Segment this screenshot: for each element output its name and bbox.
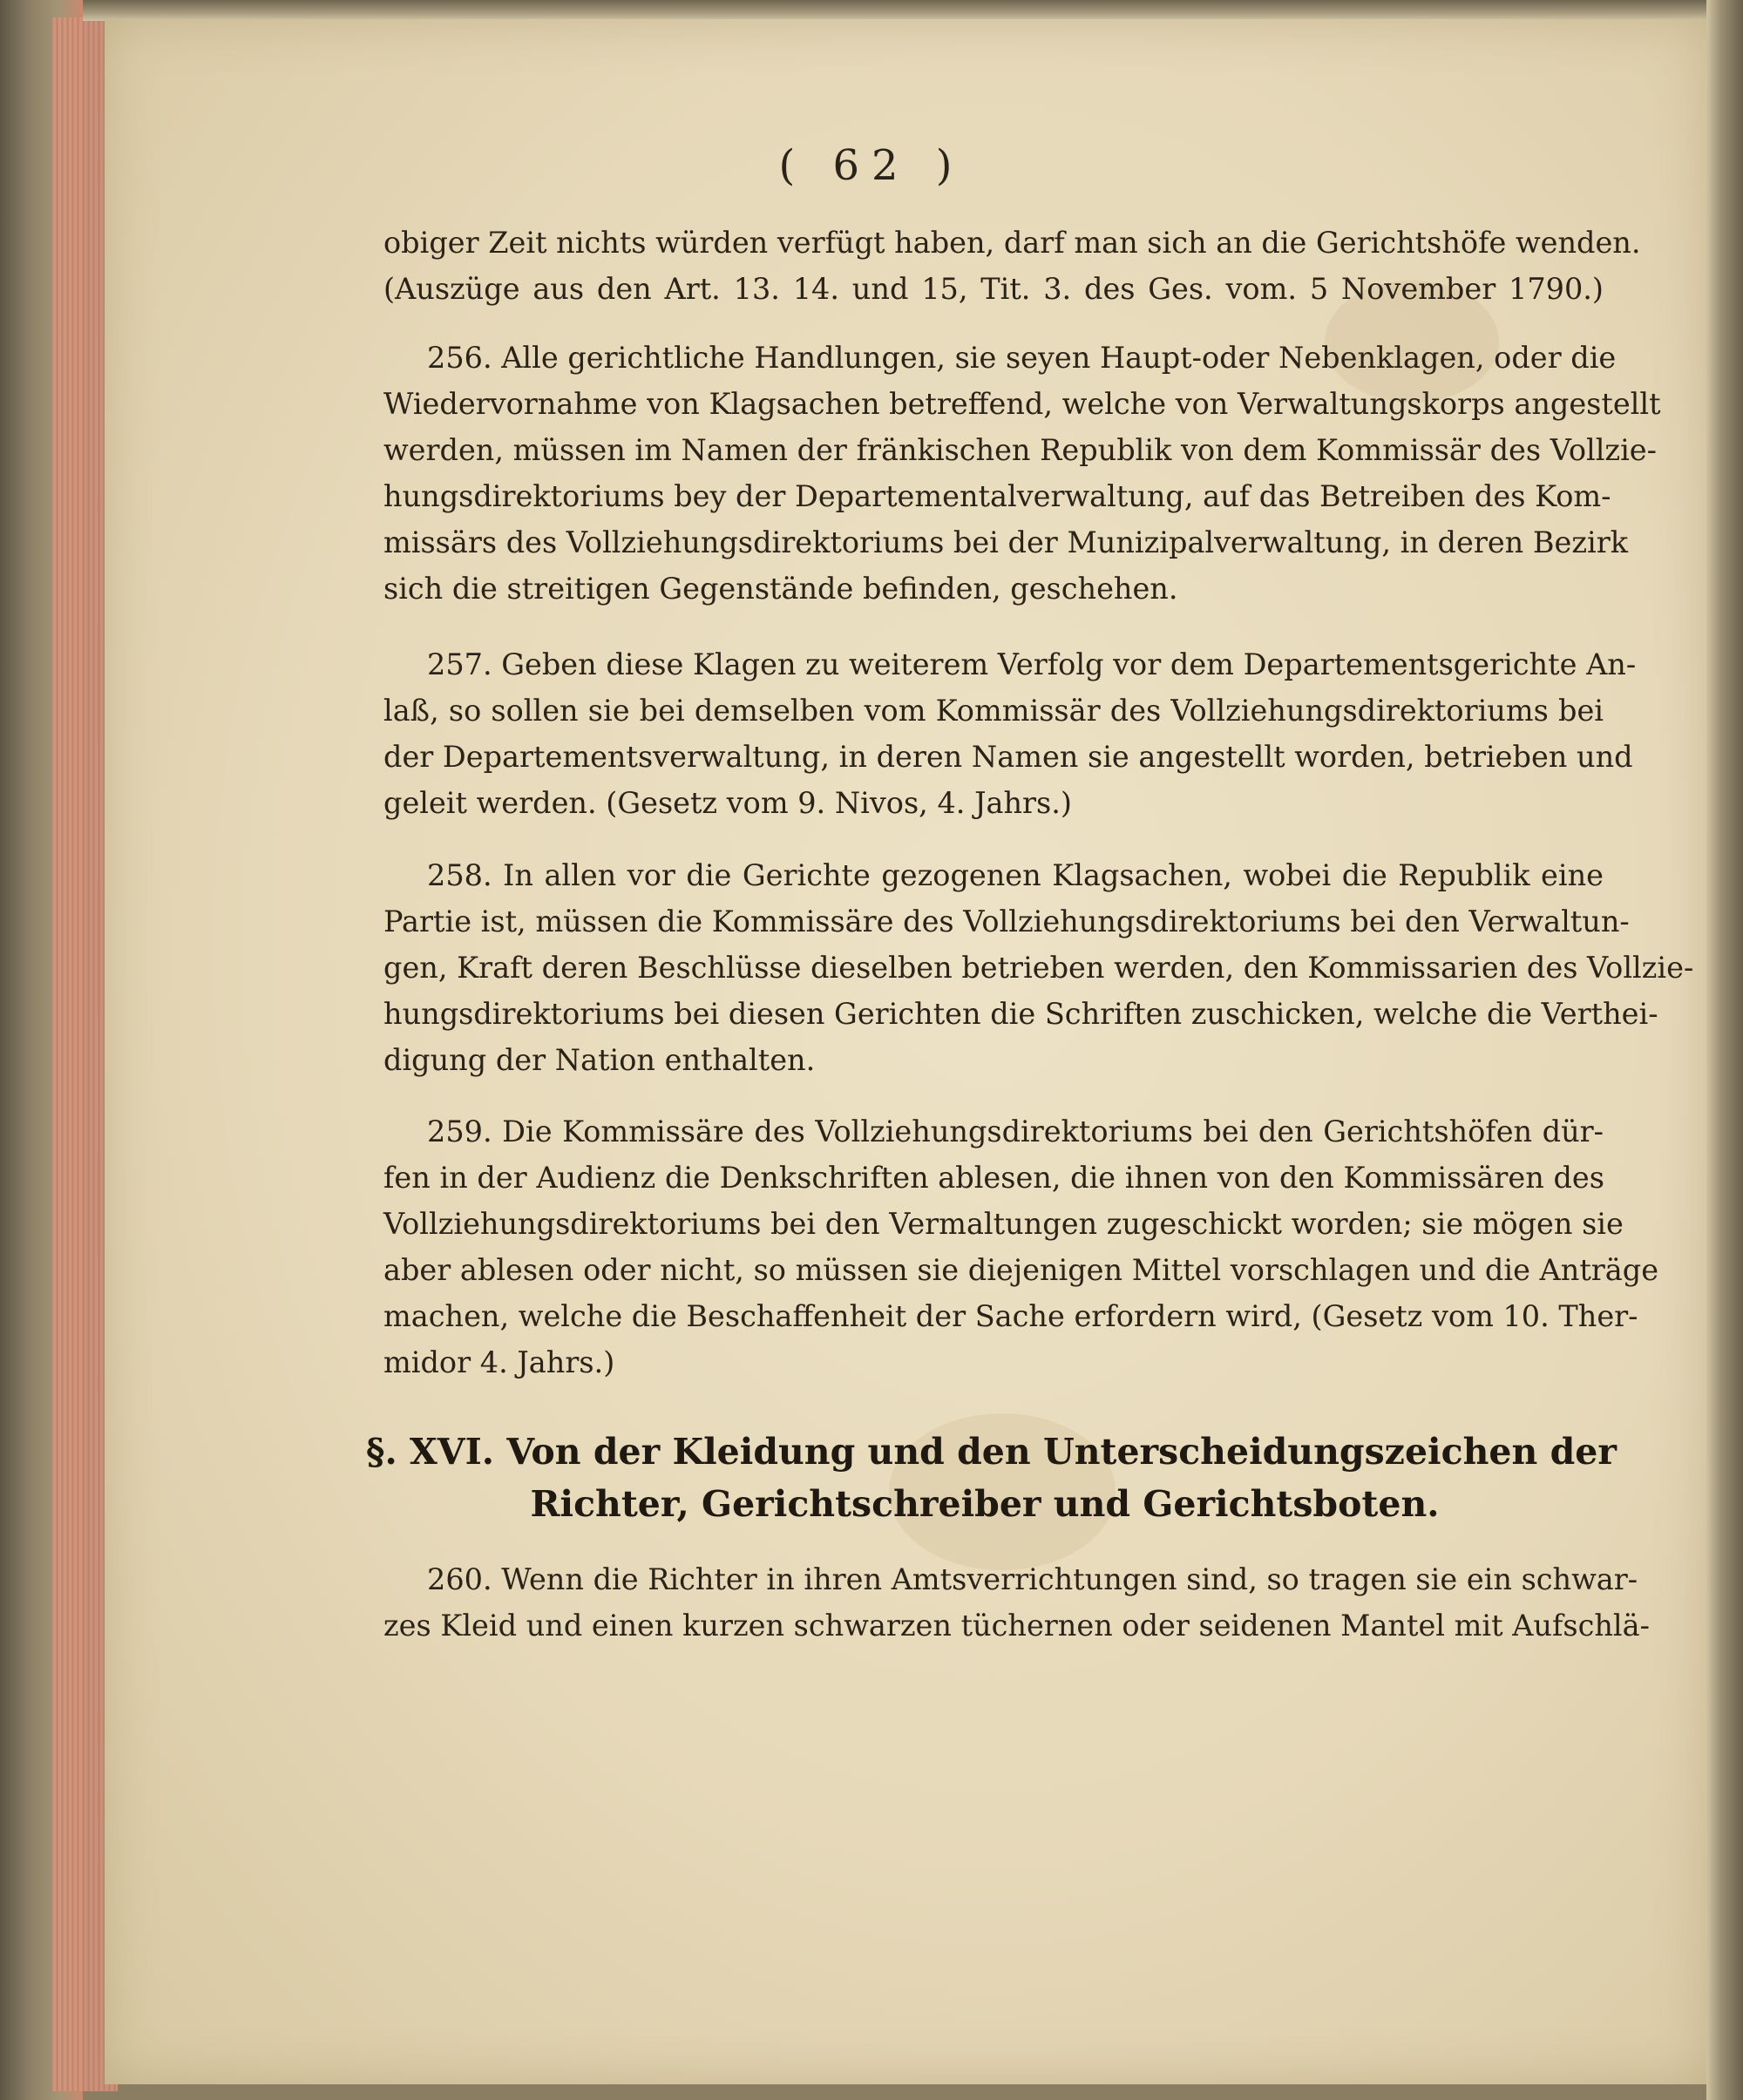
heading-line: Richter, Gerichtschreiber und Gerichtsboten. xyxy=(530,1483,1440,1525)
text-line: aber ablesen oder nicht, so müssen sie diejenigen Mittel vorschlagen und die Anträge xyxy=(383,1253,1659,1287)
text-line: Partie ist, müssen die Kommissäre des Vollziehungsdirektoriums bei den Verwaltun- xyxy=(383,904,1630,938)
paragraph-258 xyxy=(383,852,1694,1083)
text-line: digung der Nation enthalten. xyxy=(383,1043,816,1077)
text-line: gen, Kraft deren Beschlüsse dieselben betrieben werden, den Kommissarien des Vollzie- xyxy=(383,951,1694,985)
text-line: laß, so sollen sie bei demselben vom Kommissär des Vollziehungsdirektoriums bei xyxy=(383,694,1604,728)
text-line: 260. Wenn die Richter in ihren Amtsverrichtungen sind, so tragen sie ein schwar- xyxy=(427,1562,1638,1596)
paragraph-257 xyxy=(383,641,1637,826)
text-line: 257. Geben diese Klagen zu weiterem Verfolg vor dem Departementsgerichte An- xyxy=(427,647,1637,681)
text-line: (Auszüge aus den Art. 13. 14. und 15, Tit. 3. des Ges. vom. 5 November 1790.) xyxy=(383,272,1604,306)
text-line: zes Kleid und einen kurzen schwarzen tüchernen oder seidenen Mantel mit Aufschlä- xyxy=(383,1609,1650,1643)
text-line: hungsdirektoriums bey der Departementalverwaltung, auf das Betreiben des Kom- xyxy=(383,479,1611,513)
book-right-edge xyxy=(1706,0,1743,2100)
text-line: midor 4. Jahrs.) xyxy=(383,1345,615,1379)
heading-line: §. XVI. Von der Kleidung und den Unterscheidungszeichen der xyxy=(366,1431,1617,1473)
text-line: 256. Alle gerichtliche Handlungen, sie seyen Haupt-oder Nebenklagen, oder die xyxy=(427,341,1617,375)
text-line: fen in der Audienz die Denkschriften ablesen, die ihnen von den Kommissären des xyxy=(383,1161,1604,1195)
text-line: obiger Zeit nichts würden verfügt haben, darf man sich an die Gerichtshöfe wenden. xyxy=(383,226,1641,260)
book-top-edge xyxy=(83,0,1743,21)
text-line: machen, welche die Beschaffenheit der Sache erfordern wird, (Gesetz vom 10. Ther- xyxy=(383,1299,1638,1333)
paragraph-260 xyxy=(383,1556,1650,1649)
paragraph-256 xyxy=(383,335,1661,612)
paragraph-continuation xyxy=(383,220,1641,312)
page-number: ( 62 ) xyxy=(778,141,965,190)
text-line: missärs des Vollziehungsdirektoriums bei der Munizipalverwaltung, in deren Bezirk xyxy=(383,525,1629,559)
text-line: Wiedervornahme von Klagsachen betreffend, welche von Verwaltungskorps angestellt xyxy=(383,387,1661,421)
text-line: sich die streitigen Gegenstände befinden, geschehen. xyxy=(383,572,1178,606)
text-line: hungsdirektoriums bei diesen Gerichten die Schriften zuschicken, welche die Verthei- xyxy=(383,997,1658,1031)
text-line: werden, müssen im Namen der fränkischen Republik von dem Kommissär des Vollzie- xyxy=(383,433,1657,467)
text-line: 258. In allen vor die Gerichte gezogenen Klagsachen, wobei die Republik eine xyxy=(427,858,1604,892)
text-line: Vollziehungsdirektoriums bei den Vermaltungen zugeschickt worden; sie mögen sie xyxy=(383,1207,1624,1241)
paragraph-259 xyxy=(383,1108,1659,1385)
text-line: 259. Die Kommissäre des Vollziehungsdirektoriums bei den Gerichtshöfen dür- xyxy=(427,1114,1604,1148)
text-line: geleit werden. (Gesetz vom 9. Nivos, 4. Jahrs.) xyxy=(383,786,1072,820)
text-line: der Departementsverwaltung, in deren Namen sie angestellt worden, betrieben und xyxy=(383,740,1633,774)
section-heading xyxy=(366,1426,1617,1530)
